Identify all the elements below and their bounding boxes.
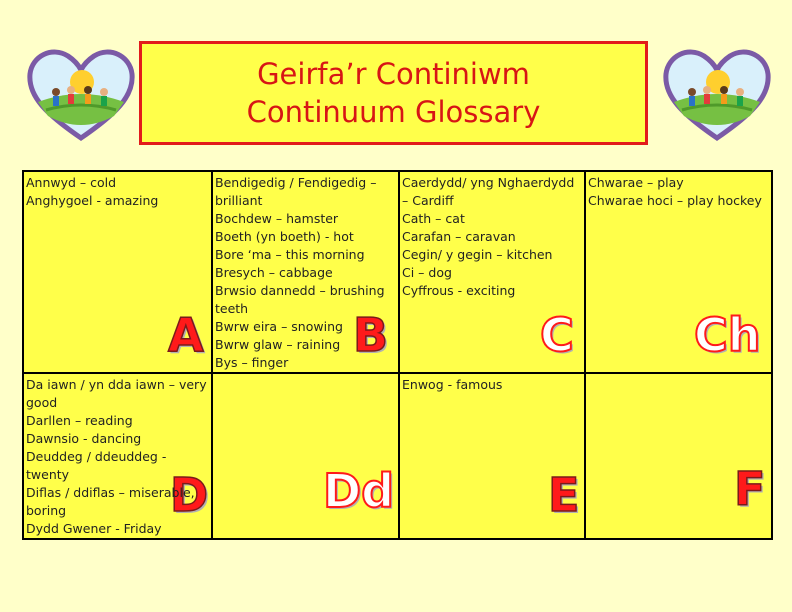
letter-heading: D [170, 468, 209, 522]
word-list [402, 376, 582, 394]
list-item: Dawnsio - dancing [26, 431, 142, 446]
list-item: Caerdydd/ yng Nghaerdydd – Cardiff [402, 175, 575, 208]
list-item: Bresych – cabbage [215, 265, 333, 280]
word-list [215, 174, 396, 372]
list-item: Anghygoel - amazing [26, 193, 159, 208]
table-row [23, 373, 772, 539]
cell-d [23, 373, 212, 539]
list-item: Darllen – reading [26, 413, 133, 428]
list-item: Ci – dog [402, 265, 452, 280]
list-item: Cyffrous - exciting [402, 283, 516, 298]
table-row [23, 171, 772, 373]
list-item: Carafan – caravan [402, 229, 516, 244]
list-item: Diflas / ddiflas – miserable, boring [26, 485, 195, 518]
cell-e [399, 373, 585, 539]
letter-heading: A [168, 308, 204, 362]
list-item: Enwog - famous [402, 377, 503, 392]
letter-heading: Dd [323, 464, 395, 518]
cell-f [585, 373, 772, 539]
list-item: Deuddeg / ddeuddeg - twenty [26, 449, 167, 482]
word-list [26, 376, 209, 538]
heart-children-logo-right [662, 48, 772, 142]
letter-heading: C [540, 308, 574, 362]
title-welsh: Geirfa’r Continiwm [257, 57, 530, 91]
title-box [139, 41, 648, 145]
list-item: Chwarae – play [588, 175, 684, 190]
word-list [402, 174, 582, 300]
list-item: Brwsio dannedd – brushing teeth [215, 283, 385, 316]
list-item: Da iawn / yn dda iawn – very good [26, 377, 207, 410]
list-item: Bys – finger [215, 355, 289, 370]
list-item: Annwyd – cold [26, 175, 117, 190]
list-item: Bore ‘ma – this morning [215, 247, 365, 262]
list-item: Bwrw glaw – raining [215, 337, 341, 352]
title-english: Continuum Glossary [246, 95, 541, 129]
list-item: Chwarae hoci – play hockey [588, 193, 762, 208]
word-list [588, 174, 769, 210]
cell-b [212, 171, 399, 373]
list-item: Bendigedig / Fendigedig – brilliant [215, 175, 377, 208]
cell-c [399, 171, 585, 373]
letter-heading: F [734, 462, 766, 516]
list-item: Dydd Gwener - Friday [26, 521, 162, 536]
cell-ch [585, 171, 772, 373]
list-item: Bwrw eira – snowing [215, 319, 343, 334]
list-item: Cegin/ y gegin – kitchen [402, 247, 553, 262]
list-item: Cath – cat [402, 211, 465, 226]
glossary-table [22, 170, 773, 540]
cell-dd [212, 373, 399, 539]
letter-heading: B [353, 308, 389, 362]
heart-children-icon [662, 48, 772, 142]
letter-heading: E [548, 468, 580, 522]
cell-a [23, 171, 212, 373]
list-item: Boeth (yn boeth) - hot [215, 229, 354, 244]
heart-children-icon [26, 48, 136, 142]
list-item: Bochdew – hamster [215, 211, 339, 226]
word-list [26, 174, 209, 210]
heart-children-logo-left [26, 48, 136, 142]
letter-heading: Ch [694, 308, 761, 362]
